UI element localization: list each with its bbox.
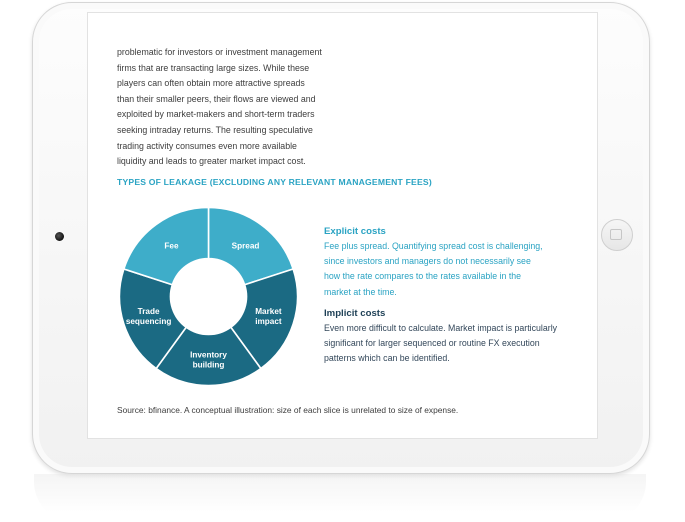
explicit-costs-title: Explicit costs xyxy=(324,226,386,237)
home-square-icon xyxy=(610,229,622,240)
donut-slice-label: Market impact xyxy=(255,306,282,326)
implicit-costs-line: patterns which can be identified. xyxy=(324,353,450,364)
tablet-screen xyxy=(87,12,598,439)
body-line: exploited by market-makers and short-term traders xyxy=(117,109,315,120)
implicit-costs-line: Even more difficult to calculate. Market impact is particularly xyxy=(324,322,558,333)
implicit-costs-line: significant for larger sequenced or routine FX execution xyxy=(324,338,540,349)
legend xyxy=(324,225,584,373)
explicit-costs-block xyxy=(324,225,584,300)
body-line: firms that are transacting large sizes. While these xyxy=(117,62,310,73)
explicit-costs-line: how the rate compares to the rates available in the xyxy=(324,271,522,282)
tablet-reflection xyxy=(34,474,646,522)
donut-slice-label: Spread xyxy=(231,241,260,251)
explicit-costs-line: Fee plus spread. Quantifying spread cost is challenging, xyxy=(324,241,543,251)
body-line: than their smaller peers, their flows are viewed and xyxy=(117,93,316,104)
explicit-costs-line: since investors and managers do not necessarily see xyxy=(324,256,531,267)
body-line: seeking intraday returns. The resulting speculative xyxy=(117,124,313,135)
camera-icon xyxy=(55,232,64,241)
body-line: problematic for investors or investment management xyxy=(117,47,322,57)
donut-slice-label: Inventory building xyxy=(190,350,227,370)
explicit-costs-line: market at the time. xyxy=(324,286,397,297)
body-line: trading activity consumes even more available xyxy=(117,140,297,151)
body-paragraph xyxy=(117,45,357,170)
body-line: players can often obtain more attractive spreads xyxy=(117,78,305,89)
leakage-donut-diagram xyxy=(118,206,299,387)
implicit-costs-block xyxy=(324,307,584,367)
donut-slice-label: Trade sequencing xyxy=(125,306,172,326)
source-note: Source: bfinance. A conceptual illustration: size of each slice is unrelated to size of expense. xyxy=(117,405,459,415)
donut-slice-label: Fee xyxy=(164,241,179,251)
section-heading: TYPES OF LEAKAGE (EXCLUDING ANY RELEVANT MANAGEMENT FEES) xyxy=(117,177,432,187)
implicit-costs-title: Implicit costs xyxy=(324,307,386,319)
body-line: liquidity and leads to greater market impact cost. xyxy=(117,156,306,167)
